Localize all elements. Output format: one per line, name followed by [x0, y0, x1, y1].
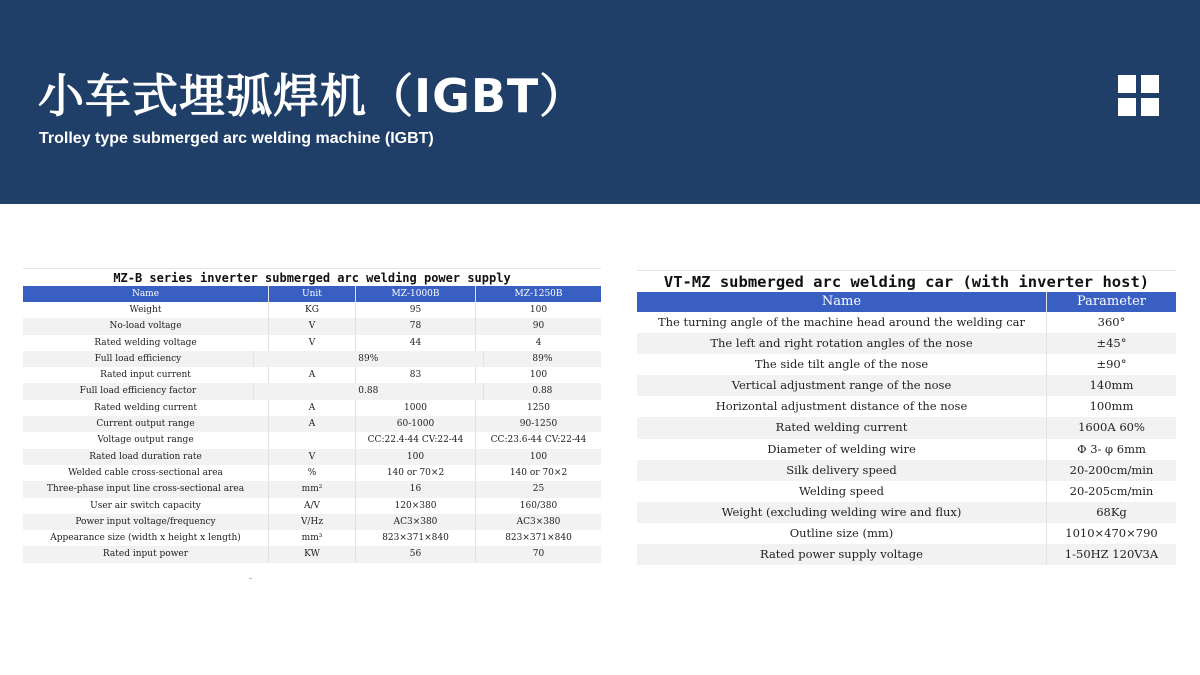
cell-value-2: 70 — [532, 549, 545, 560]
cell-name: User air switch capacity — [23, 498, 269, 514]
page-title: 小车式埋弧焊机（IGBT） — [38, 69, 587, 123]
grid-cell — [1141, 75, 1159, 93]
cell-unit: KG — [269, 302, 356, 318]
cell-unit: A/V — [269, 498, 356, 514]
cell-parameter: 1010×470×790 — [1065, 525, 1158, 540]
cell-unit: A — [269, 400, 356, 416]
cell-merged-value: 0.88 — [254, 383, 484, 399]
cell-name: The side tilt angle of the nose — [637, 354, 1047, 375]
cell-value-1: 16 — [356, 481, 476, 497]
cell-value-1: 823×371×840 — [356, 530, 476, 546]
cell-name: Current output range — [23, 416, 269, 432]
table-row — [23, 465, 601, 481]
cell-name: Full load efficiency factor — [23, 383, 254, 399]
cell-parameter: 1-50HZ 120V3A — [1064, 547, 1159, 562]
cell-name: No-load voltage — [23, 318, 269, 334]
cell-name: Voltage output range — [23, 432, 269, 448]
cell-value-1: 1000 — [356, 400, 476, 416]
cell-value-1: 60-1000 — [356, 416, 476, 432]
cell-name: Outline size (mm) — [637, 523, 1047, 544]
cell-name: Rated input current — [23, 367, 269, 383]
table-row — [23, 383, 601, 399]
cell-unit: V — [269, 335, 356, 351]
cell-name: Welding speed — [637, 481, 1047, 502]
cell-name: Three-phase input line cross-sectional area — [23, 481, 269, 497]
table-row — [23, 514, 601, 530]
table-body — [23, 302, 601, 563]
table-row — [23, 530, 601, 546]
cell-name: Diameter of welding wire — [637, 439, 1047, 460]
cell-name: Rated power supply voltage — [637, 544, 1047, 565]
table-header-row — [23, 286, 601, 302]
cell-unit: mm³ — [269, 530, 356, 546]
cell-value-1: 120×380 — [356, 498, 476, 514]
table-row — [637, 375, 1176, 396]
table-row — [637, 502, 1176, 523]
cell-name: Rated welding voltage — [23, 335, 269, 351]
cell-merged-value: 89% — [254, 351, 484, 367]
cell-name: Appearance size (width x height x length) — [23, 530, 269, 546]
cell-name: Silk delivery speed — [637, 460, 1047, 481]
cell-unit: A — [269, 367, 356, 383]
cell-value-1: CC:22.4-44 CV:22-44 — [356, 432, 476, 448]
table-row — [637, 523, 1176, 544]
cell-value-2: CC:23.6-44 CV:22-44 — [490, 435, 587, 446]
cell-value-2: 89% — [532, 353, 553, 364]
header-model-2: MZ-1250B — [514, 289, 563, 299]
cell-unit: A — [269, 416, 356, 432]
table-row — [23, 416, 601, 432]
table-header-row — [637, 292, 1176, 312]
table-row — [23, 351, 601, 367]
table-row — [637, 481, 1176, 502]
cell-value-2: 4 — [535, 337, 542, 348]
table-row — [23, 367, 601, 383]
stray-mark — [249, 578, 252, 579]
table-row — [23, 400, 601, 416]
cell-parameter: 20-200cm/min — [1069, 462, 1154, 477]
cell-parameter: 20-205cm/min — [1069, 483, 1154, 498]
cell-value-2: 90 — [532, 321, 545, 332]
table-row — [637, 460, 1176, 481]
cell-parameter: ±45° — [1096, 336, 1127, 351]
cell-value-2: 90-1250 — [519, 419, 558, 430]
cell-name: Rated load duration rate — [23, 449, 269, 465]
cell-value-2: 100 — [529, 370, 548, 381]
cell-parameter: 1600A 60% — [1078, 420, 1145, 435]
cell-name: Rated input power — [23, 546, 269, 562]
cell-name: Weight (excluding welding wire and flux) — [637, 502, 1047, 523]
cell-parameter: 100mm — [1089, 399, 1134, 414]
cell-name: Full load efficiency — [23, 351, 254, 367]
header-name: Name — [23, 286, 269, 302]
table-body — [637, 312, 1176, 565]
table-row — [23, 546, 601, 562]
power-supply-table — [23, 268, 601, 563]
cell-value-1: 95 — [356, 302, 476, 318]
cell-value-1: 78 — [356, 318, 476, 334]
grid-icon[interactable] — [1118, 75, 1159, 115]
header-banner — [0, 0, 1200, 204]
grid-cell — [1141, 98, 1159, 116]
cell-value-1: 140 or 70×2 — [356, 465, 476, 481]
cell-value-2: 100 — [529, 451, 548, 462]
table-row — [23, 449, 601, 465]
table-row — [637, 333, 1176, 354]
cell-name: Rated welding current — [23, 400, 269, 416]
cell-unit: V — [269, 449, 356, 465]
cell-parameter: 68Kg — [1096, 504, 1127, 519]
cell-unit: mm² — [269, 481, 356, 497]
cell-name: The turning angle of the machine head around the welding car — [637, 312, 1047, 333]
grid-cell — [1118, 98, 1136, 116]
cell-value-2: 823×371×840 — [505, 533, 572, 544]
cell-value-2: AC3×380 — [516, 516, 561, 527]
grid-cell — [1118, 75, 1136, 93]
table-row — [23, 318, 601, 334]
table-caption: MZ-B series inverter submerged arc welding power supply — [23, 268, 601, 286]
table-row — [23, 335, 601, 351]
cell-value-1: 83 — [356, 367, 476, 383]
header-model-1: MZ-1000B — [356, 286, 476, 302]
cell-parameter: 140mm — [1089, 378, 1134, 393]
cell-unit: V/Hz — [269, 514, 356, 530]
table-row — [23, 481, 601, 497]
cell-value-2: 1250 — [527, 402, 550, 413]
cell-unit: KW — [269, 546, 356, 562]
cell-name: Weight — [23, 302, 269, 318]
page-subtitle: Trolley type submerged arc welding machine (IGBT) — [39, 130, 434, 147]
table-row — [637, 544, 1176, 565]
cell-name: Rated welding current — [637, 417, 1047, 438]
cell-name: Welded cable cross-sectional area — [23, 465, 269, 481]
cell-value-1: 56 — [356, 546, 476, 562]
cell-value-2: 0.88 — [532, 386, 553, 397]
cell-parameter: 360° — [1097, 315, 1126, 329]
cell-name: Power input voltage/frequency — [23, 514, 269, 530]
cell-name: Vertical adjustment range of the nose — [637, 375, 1047, 396]
header-name: Name — [637, 292, 1047, 312]
cell-value-1: 100 — [356, 449, 476, 465]
cell-unit: V — [269, 318, 356, 334]
table-row — [23, 432, 601, 448]
table-row — [23, 498, 601, 514]
header-parameter: Parameter — [1076, 294, 1147, 309]
table-row — [637, 439, 1176, 460]
cell-value-2: 100 — [529, 305, 548, 315]
table-row — [637, 417, 1176, 438]
table-row — [637, 354, 1176, 375]
cell-name: Horizontal adjustment distance of the nose — [637, 396, 1047, 417]
cell-parameter: ±90° — [1096, 357, 1127, 372]
cell-value-1: 44 — [356, 335, 476, 351]
cell-unit: % — [269, 465, 356, 481]
table-caption: VT-MZ submerged arc welding car (with inverter host) — [637, 270, 1176, 292]
cell-parameter: Φ 3- φ 6mm — [1077, 441, 1146, 456]
header-unit: Unit — [269, 286, 356, 302]
cell-value-2: 25 — [532, 484, 545, 495]
cell-value-2: 160/380 — [519, 500, 558, 511]
table-row — [23, 302, 601, 318]
cell-value-1: AC3×380 — [356, 514, 476, 530]
cell-value-2: 140 or 70×2 — [509, 467, 568, 478]
cell-name: The left and right rotation angles of the nose — [637, 333, 1047, 354]
table-row — [637, 396, 1176, 417]
welding-car-table — [637, 270, 1176, 565]
table-row — [637, 312, 1176, 333]
cell-unit — [269, 432, 356, 448]
